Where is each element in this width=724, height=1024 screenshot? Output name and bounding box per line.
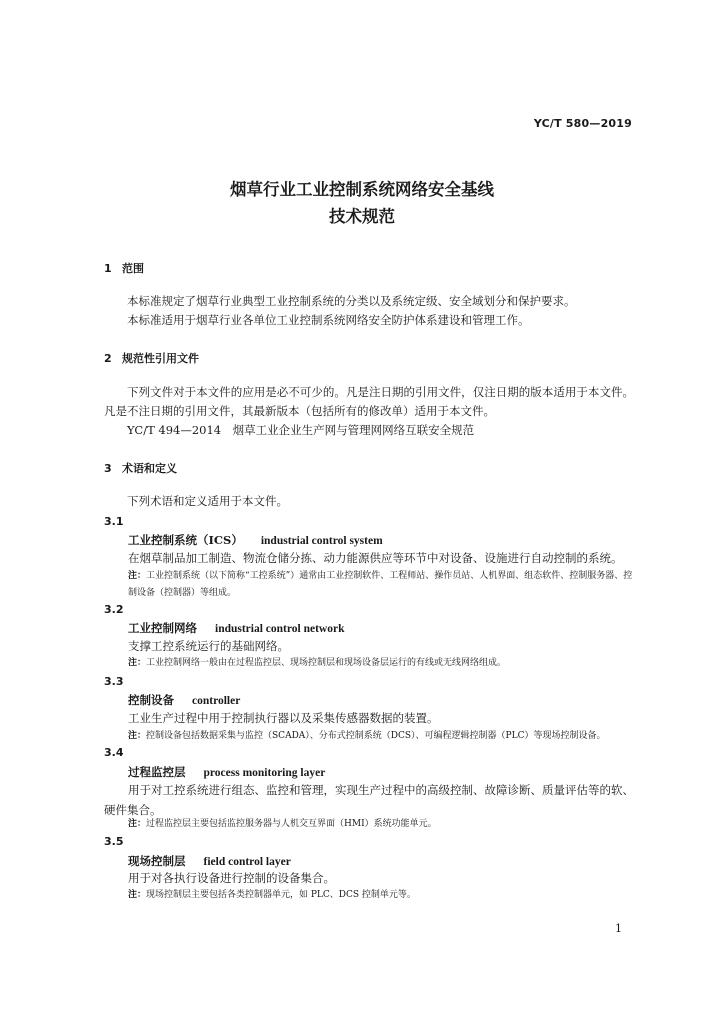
term-number: 3.1 bbox=[104, 515, 124, 528]
term-number: 3.3 bbox=[104, 675, 124, 688]
note-label: 注： bbox=[128, 658, 147, 668]
term-number: 3.5 bbox=[104, 835, 124, 848]
note-label: 注： bbox=[128, 890, 147, 900]
term-en: industrial control system bbox=[260, 535, 383, 547]
term-cn: 工业控制系统（ICS） bbox=[128, 533, 243, 547]
section-heading-scope bbox=[104, 260, 144, 276]
section-number: 1 bbox=[104, 262, 112, 275]
term-title bbox=[128, 532, 383, 548]
reference-item: YC/T 494—2014 烟草工业企业生产网与管理网网络互联安全规范 bbox=[127, 423, 475, 437]
section-title: 术语和定义 bbox=[122, 462, 177, 475]
term-number: 3.2 bbox=[104, 603, 124, 616]
note-text: 过程监控层主要包括监控服务器与人机交互界面（HMI）系统功能单元。 bbox=[146, 819, 437, 829]
section-title: 规范性引用文件 bbox=[122, 352, 199, 365]
paragraph: 本标准规定了烟草行业典型工业控制系统的分类以及系统定级、安全域划分和保护要求。 bbox=[127, 294, 576, 308]
note-text: 工业控制网络一般由在过程监控层、现场控制层和现场设备层运行的有线或无线网络组成。 bbox=[146, 658, 507, 668]
note-text: 工业控制系统（以下简称“工控系统”）通常由工业控制软件、工程师站、操作员站、人机界面、组态软件、控制服务器、控制设备（控制器）等组成。 bbox=[128, 571, 633, 598]
term-note bbox=[128, 887, 634, 904]
term-number: 3.4 bbox=[104, 746, 124, 759]
term-cn: 过程监控层 bbox=[128, 765, 186, 779]
term-title bbox=[128, 692, 240, 708]
term-cn: 控制设备 bbox=[128, 693, 174, 707]
term-definition: 支撑工控系统运行的基础网络。 bbox=[128, 639, 289, 653]
term-definition: 用于对工控系统进行组态、监控和管理，实现生产过程中的高级控制、故障诊断、质量评估等的软、硬件集合。 bbox=[104, 783, 634, 817]
term-definition: 用于对各执行设备进行控制的设备集合。 bbox=[128, 871, 335, 885]
term-definition: 在烟草制品加工制造、物流仓储分拣、动力能源供应等环节中对设备、设施进行自动控制的系统。 bbox=[128, 551, 623, 565]
term-cn: 工业控制网络 bbox=[128, 621, 197, 635]
term-note bbox=[128, 816, 634, 833]
paragraph: 下列术语和定义适用于本文件。 bbox=[127, 494, 288, 508]
term-en: industrial control network bbox=[215, 623, 345, 635]
section-title: 范围 bbox=[122, 262, 144, 275]
term-title bbox=[128, 620, 345, 636]
note-label: 注： bbox=[128, 731, 147, 741]
term-cn: 现场控制层 bbox=[128, 854, 186, 868]
section-number: 2 bbox=[104, 352, 112, 365]
paragraph: 下列文件对于本文件的应用是必不可少的。凡是注日期的引用文件，仅注日期的版本适用于本文件。凡是不注日期的引用文件，其最新版本（包括所有的修改单）适用于本文件。 bbox=[104, 385, 634, 418]
term-title bbox=[128, 853, 291, 869]
term-note bbox=[128, 728, 634, 745]
term-note bbox=[128, 655, 634, 672]
term-en: field control layer bbox=[203, 856, 291, 868]
note-label: 注： bbox=[128, 571, 147, 581]
document-title: 烟草行业工业控制系统网络安全基线 bbox=[230, 180, 494, 199]
term-en: process monitoring layer bbox=[203, 767, 326, 779]
term-note bbox=[128, 568, 634, 602]
section-heading-normative-references bbox=[104, 350, 199, 366]
term-title bbox=[128, 764, 325, 780]
page-number: 1 bbox=[615, 922, 622, 935]
standard-code: YC/T 580—2019 bbox=[533, 117, 632, 130]
term-en: controller bbox=[192, 695, 241, 707]
note-text: 控制设备包括数据采集与监控（SCADA）、分布式控制系统（DCS）、可编程逻辑控制器（PLC）等现场控制设备。 bbox=[146, 731, 606, 741]
paragraph: 本标准适用于烟草行业各单位工业控制系统网络安全防护体系建设和管理工作。 bbox=[127, 313, 530, 327]
note-label: 注： bbox=[128, 819, 147, 829]
section-heading-terms-definitions bbox=[104, 460, 177, 476]
note-text: 现场控制层主要包括各类控制器单元，如 PLC、DCS 控制单元等。 bbox=[146, 890, 416, 900]
section-number: 3 bbox=[104, 462, 112, 475]
term-definition: 工业生产过程中用于控制执行器以及采集传感器数据的装置。 bbox=[128, 711, 439, 725]
document-subtitle: 技术规范 bbox=[329, 207, 395, 226]
